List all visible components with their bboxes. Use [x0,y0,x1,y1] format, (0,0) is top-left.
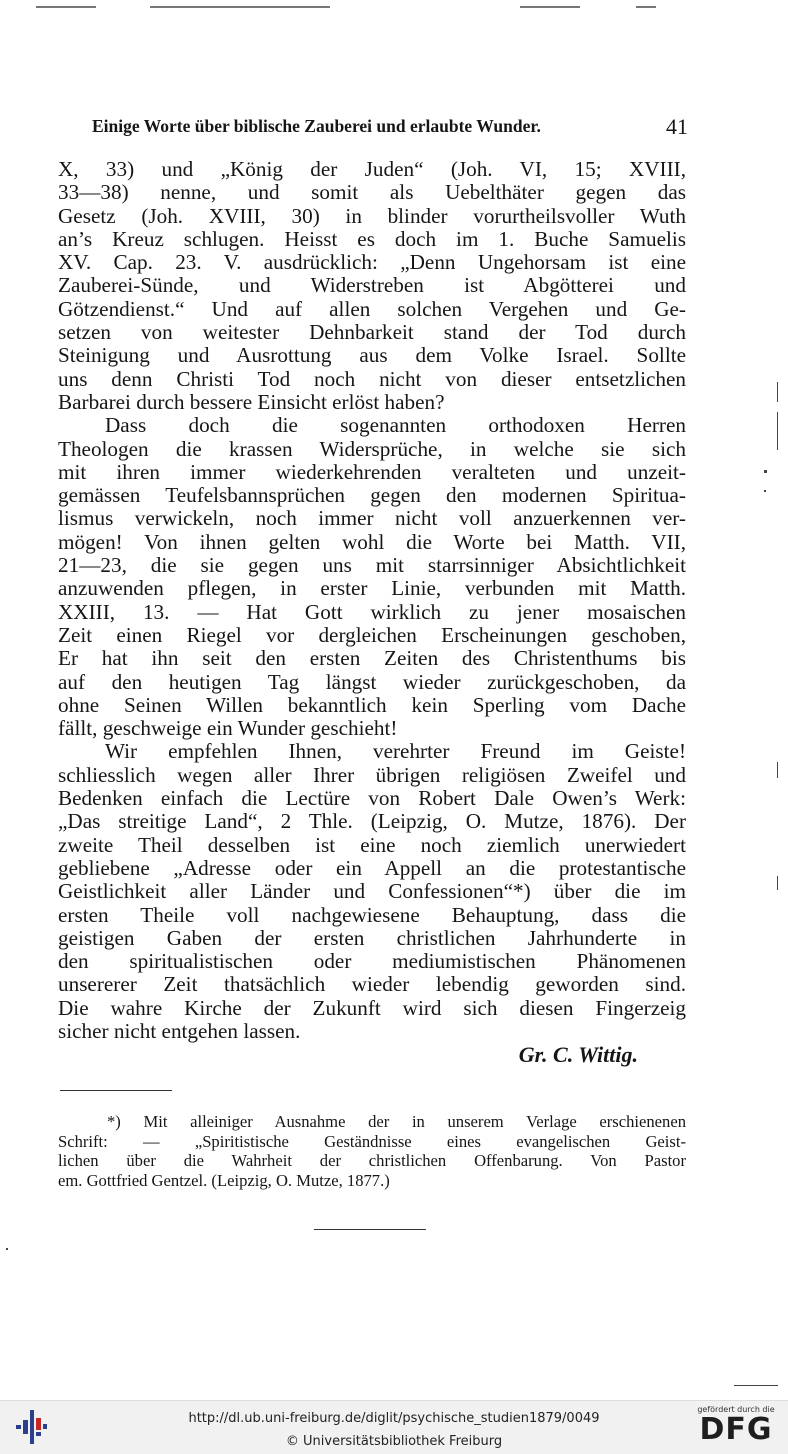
text-line: geistigen Gaben der ersten christlichen Jahrhunderte in [58,926,686,950]
text-line: Gesetz (Joh. XVIII, 30) in blinder vorurtheilsvoller Wuth [58,204,686,228]
margin-mark [777,412,778,450]
text-line: Die wahre Kirche der Zukunft wird sich diesen Fingerzeig [58,996,686,1020]
text-line: lismus verwickeln, noch immer nicht voll anzuerkennen ver- [58,507,686,531]
text-line: anzuwenden pflegen, in erster Linie, verbunden mit Matth. [58,577,686,601]
paragraph-1 [58,158,686,414]
margin-mark [734,1385,778,1386]
text-line: an’s Kreuz schlugen. Heisst es doch im 1. Buche Samuelis [58,227,686,251]
text-line: „Das streitige Land“, 2 Thle. (Leipzig, O. Mutze, 1876). Der [58,810,686,834]
text-line: mit ihren immer wiederkehrenden veralteten und unzeit- [58,460,686,484]
margin-mark [6,1248,8,1250]
margin-mark [764,470,767,473]
paragraph-3 [58,740,686,1043]
text-line: XXIII, 13. — Hat Gott wirklich zu jener mosaischen [58,600,686,624]
text-line: XV. Cap. 23. V. ausdrücklich: „Denn Ungehorsam ist eine [58,251,686,275]
margin-mark [777,762,778,778]
dfg-sponsor-logo [694,1405,778,1446]
text-line: Zauberei-Sünde, und Widerstreben ist Abgötterei und [58,274,686,298]
text-line: setzen von weitester Dehnbarkeit stand der Tod durch [58,321,686,345]
text-line: mögen! Von ihnen gelten wohl die Worte bei Matth. VII, [58,530,686,554]
text-line: Bedenken einfach die Lectüre von Robert Dale Owen’s Werk: [58,787,686,811]
text-line: den spiritualistischen oder mediumistischen Phänomenen [58,950,686,974]
text-line: sicher nicht entgehen lassen. [58,1019,301,1043]
footnote-line: em. Gottfried Gentzel. (Leipzig, O. Mutze, 1877.) [58,1170,390,1190]
paragraph-2 [58,414,686,740]
text-line: unsererer Zeit thatsächlich wieder lebendig geworden sind. [58,973,686,997]
text-line: X, 33) und „König der Juden“ (Joh. VI, 15; XVIII, [58,158,686,181]
top-edge-rule [36,6,96,8]
top-edge-rule [636,6,656,8]
text-line: 33—38) nenne, und somit als Uebelthäter gegen das [58,181,686,205]
text-line: Barbarei durch bessere Einsicht erlöst haben? [58,390,445,414]
text-line: Steinigung und Ausrottung aus dem Volke Israel. Sollte [58,344,686,368]
text-line: Zeit einen Riegel vor dergleichen Erscheinungen geschoben, [58,623,686,647]
body-text [58,158,686,1068]
text-line: Geistlichkeit aller Länder und Confessionen“*) über die im [58,880,686,904]
text-line: ersten Theile voll nachgewiesene Behauptung, dass die [58,903,686,927]
sponsor-caption: gefördert durch die [697,1405,775,1414]
margin-mark [777,382,778,402]
footnote-line: Schrift: — „Spiritistische Geständnisse eines evangelischen Geist- [58,1131,686,1151]
text-line: auf den heutigen Tag längst wieder zurückgeschoben, da [58,670,686,694]
top-edge-rule [520,6,580,8]
dfg-logo-text: DFG [699,1412,773,1447]
end-separator [314,1229,426,1230]
margin-mark [764,490,766,492]
footnote-line: lichen über die Wahrheit der christlichen Offenbarung. Von Pastor [58,1151,686,1170]
page-number: 41 [666,114,688,139]
running-header [92,116,688,137]
text-line: schliesslich wegen aller Ihrer übrigen religiösen Zweifel und [58,763,686,787]
footnote-separator [60,1090,172,1091]
text-line: fällt, geschweige ein Wunder geschieht! [58,717,398,741]
digitization-footer [0,1400,788,1454]
source-url-link[interactable]: http://dl.ub.uni-freiburg.de/diglit/psychische_studien1879/0049 [188,1411,600,1426]
text-line: gebliebene „Adresse oder ein Appell an die protestantische [58,856,686,880]
text-line: Wir empfehlen Ihnen, verehrter Freund im Geiste! [105,740,686,764]
footnote-line: *) Mit alleiniger Ausnahme der in unserem Verlage erschienenen [107,1112,686,1131]
text-line: ohne Seinen Willen bekanntlich kein Sperling vom Dache [58,693,686,717]
author-signature: Gr. C. Wittig. [518,1043,638,1068]
text-line: zweite Theil desselben ist eine noch ziemlich unerwiedert [58,833,686,857]
footnote [58,1112,686,1190]
text-line: gemässen Teufelsbannsprüchen gegen den modernen Spiritua- [58,484,686,508]
top-edge-rule [150,6,330,8]
text-line: Er hat ihn seit den ersten Zeiten des Christenthums bis [58,647,686,671]
margin-mark [777,876,778,890]
text-line: Dass doch die sogenannten orthodoxen Herren [105,414,686,438]
text-line: Götzendienst.“ Und auf allen solchen Vergehen und Ge- [58,297,686,321]
text-line: 21—23, die sie gegen uns mit starrsinniger Absichtlichkeit [58,554,686,578]
copyright-notice: © Universitätsbibliothek Freiburg [285,1434,503,1449]
text-line: uns denn Christi Tod noch nicht von dieser entsetzlichen [58,367,686,391]
text-line: Theologen die krassen Widersprüche, in welche sie sich [58,437,686,461]
header-title: Einige Worte über biblische Zauberei und erlaubte Wunder. [92,116,541,136]
signature-line [58,1043,686,1067]
